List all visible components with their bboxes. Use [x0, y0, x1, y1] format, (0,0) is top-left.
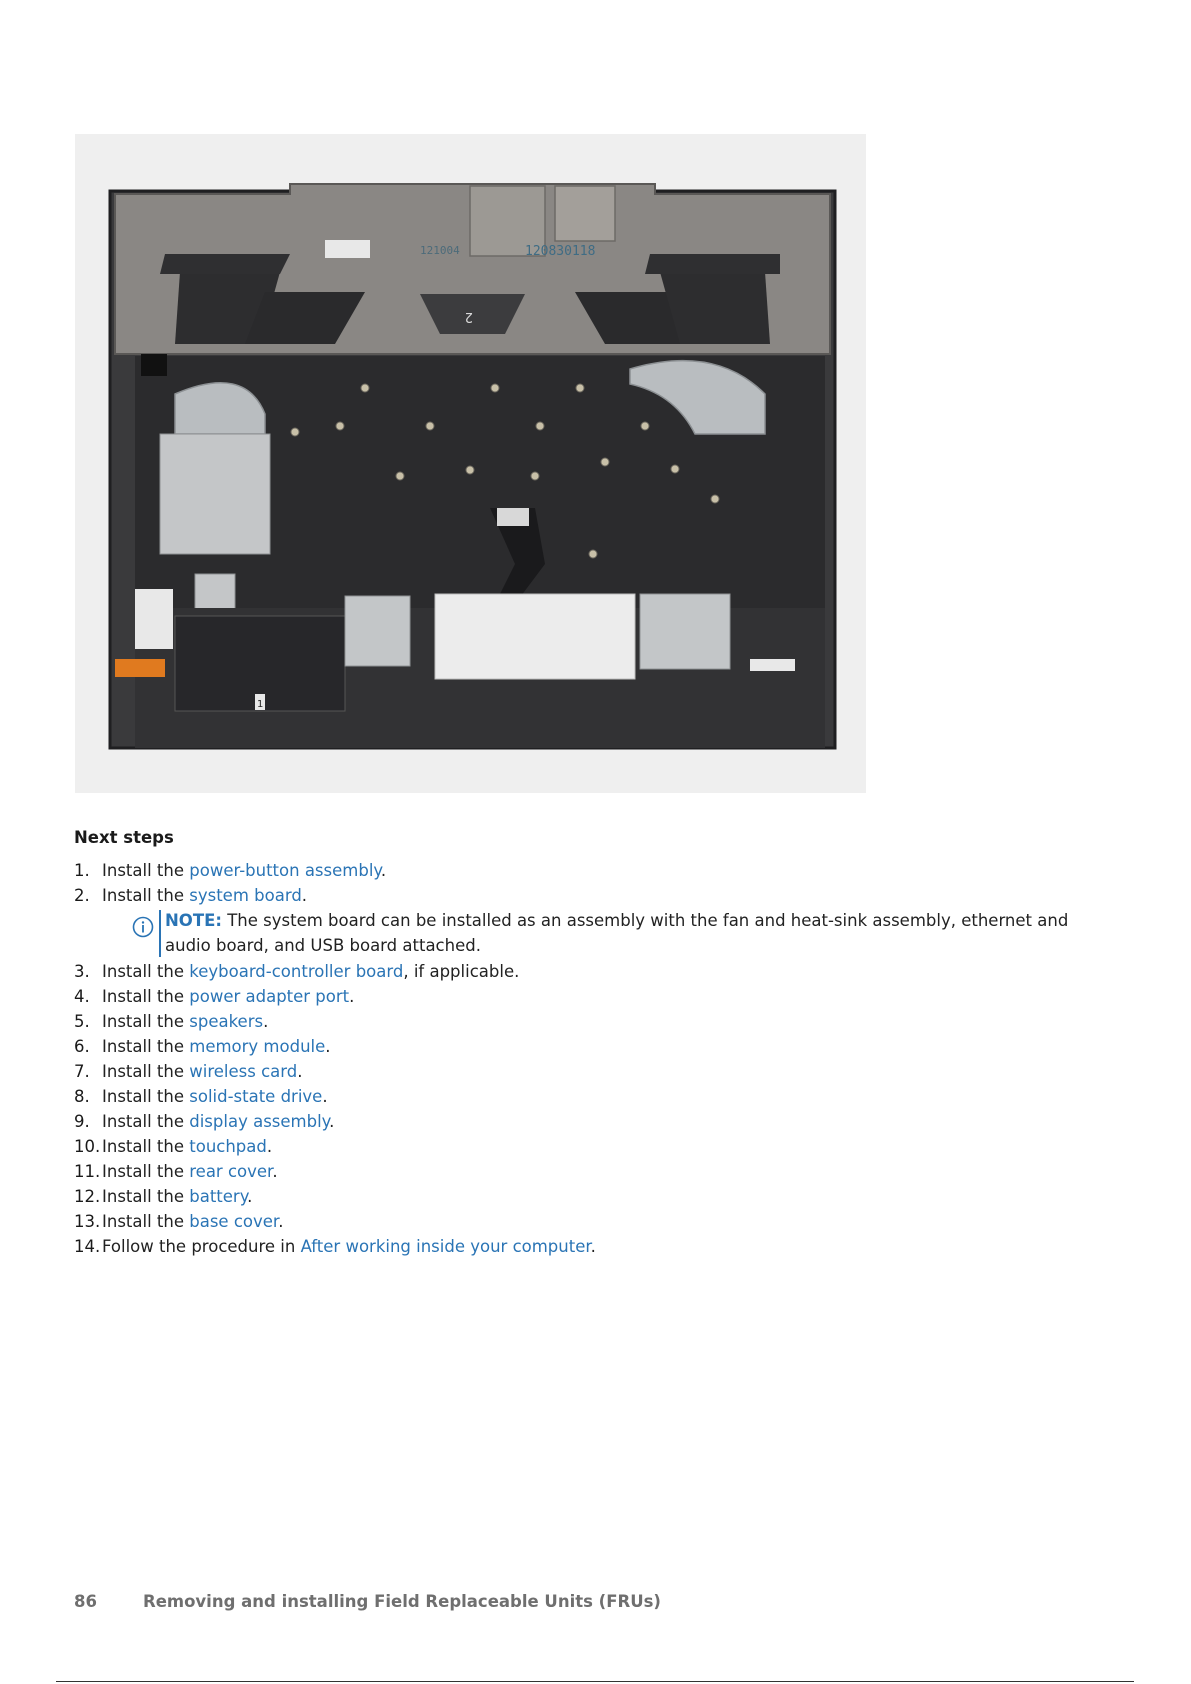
- link-power-button-assembly[interactable]: power-button assembly: [189, 861, 381, 880]
- step-number: 2.: [74, 886, 90, 905]
- link-speakers[interactable]: speakers: [189, 1012, 264, 1031]
- step-number: 6.: [74, 1037, 90, 1056]
- step-suffix: .: [247, 1187, 253, 1206]
- list-item: [74, 984, 1104, 1009]
- note-divider: [159, 910, 161, 957]
- step-suffix: .: [266, 1137, 273, 1156]
- step-suffix: .: [325, 1037, 331, 1056]
- list-item: [74, 883, 1104, 908]
- step-suffix: , if applicable.: [403, 962, 520, 981]
- step-number: 13.: [74, 1212, 101, 1231]
- note-label: NOTE:: [165, 911, 222, 930]
- figure-label-4: 120830118: [525, 244, 596, 259]
- step-suffix: .: [278, 1212, 284, 1231]
- note-callout: [102, 908, 1104, 959]
- step-text: Install the: [102, 1087, 190, 1106]
- figure-label-2: 1: [257, 699, 264, 710]
- step-number: 3.: [74, 962, 90, 981]
- list-item: [74, 1159, 1104, 1184]
- step-number: 5.: [74, 1012, 90, 1031]
- note-text: [165, 908, 1115, 958]
- link-memory-module[interactable]: memory module: [189, 1037, 326, 1056]
- link-base-cover[interactable]: base cover: [189, 1212, 279, 1231]
- step-suffix: .: [263, 1012, 269, 1031]
- list-item: [74, 1084, 1104, 1109]
- palmrest-assembly-image: [75, 134, 866, 793]
- step-number: 7.: [74, 1062, 90, 1081]
- link-rear-cover[interactable]: rear cover: [189, 1162, 273, 1181]
- step-suffix: .: [301, 886, 308, 905]
- step-suffix: .: [297, 1062, 303, 1081]
- list-item: [74, 1034, 1104, 1059]
- list-item: [74, 1209, 1104, 1234]
- link-system-board[interactable]: system board: [189, 886, 302, 905]
- step-text: Install the: [102, 886, 190, 905]
- page-number: 86: [74, 1592, 97, 1611]
- link-wireless-card[interactable]: wireless card: [189, 1062, 298, 1081]
- step-text: Install the: [102, 1187, 190, 1206]
- step-suffix: .: [272, 1162, 278, 1181]
- step-text: Install the: [102, 1012, 190, 1031]
- list-item: [74, 1234, 1104, 1259]
- step-text: Install the: [102, 861, 190, 880]
- list-item: [74, 1134, 1104, 1159]
- step-text: Install the: [102, 1062, 190, 1081]
- step-number: 11.: [74, 1162, 101, 1181]
- step-suffix: .: [329, 1112, 335, 1131]
- step-text: Install the: [102, 962, 190, 981]
- link-keyboard-controller-board[interactable]: keyboard-controller board: [189, 962, 404, 981]
- link-after-working-inside-your-computer[interactable]: After working inside your computer: [300, 1237, 591, 1256]
- step-suffix: .: [590, 1237, 596, 1256]
- step-number: 4.: [74, 987, 90, 1006]
- next-steps-list: [74, 858, 1104, 1259]
- step-text: Follow the procedure in: [102, 1237, 301, 1256]
- figure-label-3: 121004: [420, 244, 460, 257]
- step-text: Install the: [102, 987, 190, 1006]
- list-item: [74, 1109, 1104, 1134]
- list-item: [74, 1059, 1104, 1084]
- chapter-title: Removing and installing Field Replaceable Units (FRUs): [143, 1592, 661, 1611]
- info-icon: [132, 916, 154, 938]
- list-item: [74, 1009, 1104, 1034]
- link-power-adapter-port[interactable]: power adapter port: [189, 987, 350, 1006]
- step-text: Install the: [102, 1112, 190, 1131]
- step-text: Install the: [102, 1162, 190, 1181]
- link-battery[interactable]: battery: [189, 1187, 248, 1206]
- list-item: [74, 858, 1104, 883]
- step-number: 14.: [74, 1237, 101, 1256]
- page-footer: [74, 1592, 661, 1611]
- step-number: 1.: [74, 861, 90, 880]
- step-suffix: .: [380, 861, 387, 880]
- step-number: 10.: [74, 1137, 101, 1156]
- step-number: 9.: [74, 1112, 90, 1131]
- list-item: [74, 959, 1104, 984]
- figure-label-1: 2: [464, 309, 473, 324]
- note-body: The system board can be installed as an assembly with the fan and heat-sink assembly, ethernet and audio board, and USB board attached.: [165, 911, 1069, 955]
- step-suffix: .: [322, 1087, 328, 1106]
- step-text: Install the: [102, 1037, 190, 1056]
- step-number: 12.: [74, 1187, 101, 1206]
- list-item: [74, 1184, 1104, 1209]
- next-steps-heading: Next steps: [74, 828, 174, 847]
- step-text: Install the: [102, 1137, 190, 1156]
- link-touchpad[interactable]: touchpad: [189, 1137, 267, 1156]
- link-solid-state-drive[interactable]: solid-state drive: [189, 1087, 323, 1106]
- step-suffix: .: [349, 987, 355, 1006]
- link-display-assembly[interactable]: display assembly: [189, 1112, 330, 1131]
- step-number: 8.: [74, 1087, 90, 1106]
- footer-divider: [56, 1681, 1134, 1682]
- step-text: Install the: [102, 1212, 190, 1231]
